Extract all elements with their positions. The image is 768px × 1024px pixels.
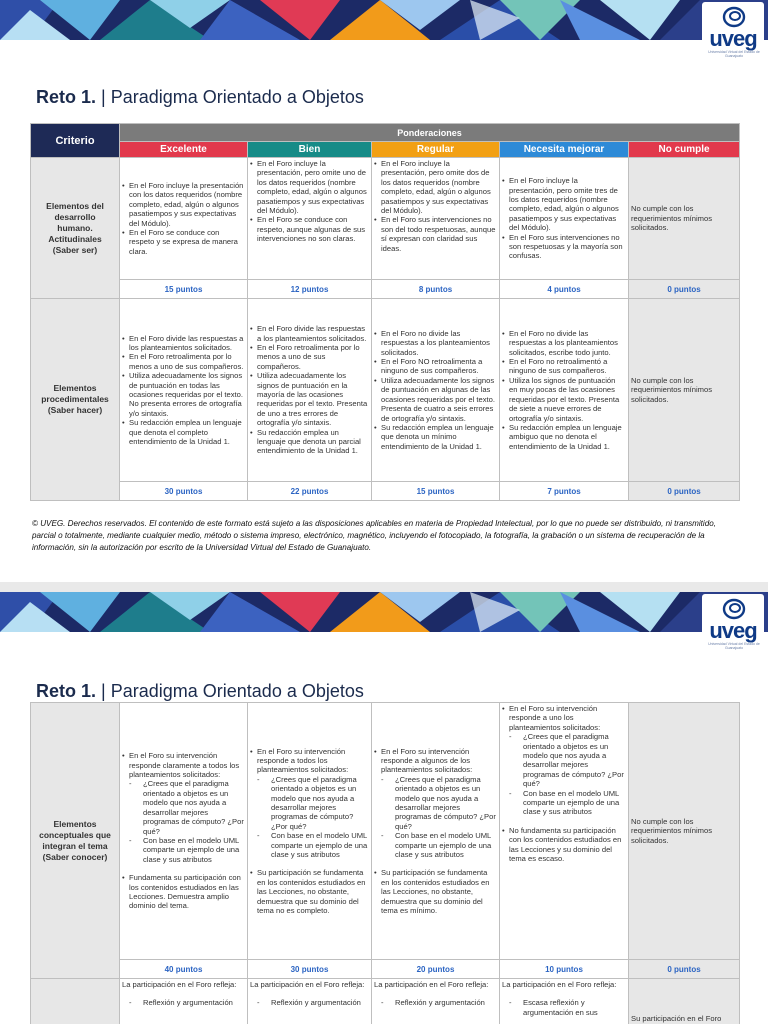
question-item: - Con base en el modelo UML comparte un ejemplo de una clase y sus atributos [122,836,244,864]
list-item: • En el Foro se conduce con respeto y se expresa de manera clara. [122,228,244,256]
list-item: • En el Foro no divide las respuestas a los planteamientos solicitados, escribe todo junto. [502,329,625,357]
logo-subtitle: Universidad Virtual del Estado de Guanajuato [708,50,760,58]
cell-text: Su participación en el Foro [631,1014,722,1023]
list-item: • En el Foro incluye la presentación con los datos requeridos (nombre completo, edad, algún o algunos pasatiempos y sus expectativas del Módulo). [122,181,244,228]
criterio-procedimentales: Elementos procedimentales (Saber hacer) [31,299,120,501]
cell-intro: La participación en el Foro refleja: [502,980,617,989]
question-item: - Con base en el modelo UML comparte un ejemplo de una clase y sus atributos [502,789,625,817]
list-item: • En el Foro retroalimenta por lo menos a uno de sus compañeros. [250,343,368,371]
list-item: • En el Foro divide las respuestas a los planteamientos solicitados. [122,334,244,353]
list-item: • En el Foro se conduce con respeto, aunque algunas de sus intervenciones no son claras. [250,215,368,243]
cell-regular [372,979,500,1024]
list-item: • En el Foro incluye la presentación, pero omite uno de los datos requeridos (nombre completo, edad, algún o algunos pasatiempos y sus expectativas del Módulo). [250,159,368,215]
logo-subtitle: Universidad Virtual del Estado de Guanajuato [708,642,760,650]
logo-wordmark: uveg [709,618,757,643]
cell-regular [372,158,500,280]
header-banner [0,592,768,632]
title-bold: Reto 1. [36,87,97,107]
list-item: • Su redacción emplea un lenguaje que denota un parcial entendimiento de la Unidad 1. [250,428,368,456]
list-item: • Utiliza adecuadamente los signos de puntuación en algunas de las ocasiones requeridas por el texto. Presenta de cuatro a seis errores de ortografía y/o sintaxis. [374,376,496,423]
list-item: • En el Foro divide las respuestas a los planteamientos solicitados. [250,324,368,343]
document-page-2 [0,592,768,1024]
list-item: • En el Foro no retroalimentó a ninguno de sus compañeros. [502,357,625,376]
list-item: - Reflexión y argumentación [374,998,496,1007]
list-item: • Su participación se fundamenta en los contenidos estudiados en las Lecciones, no obstante, demuestra que su dominio del tema es mínimo. [374,868,496,915]
level-necesita-mejorar: Necesita mejorar [500,142,629,158]
cell-intro: La participación en el Foro refleja: [122,980,237,989]
list-item: • En el Foro NO retroalimenta a ninguno de sus compañeros. [374,357,496,376]
cell-regular [372,299,500,482]
cell-necesita-mejorar [500,158,629,280]
list-item: • En el Foro sus intervenciones no son respetuosas y la mayoría son confusas. [502,233,625,261]
list-item: • Fundamenta su participación con los contenidos estudiados en las Lecciones. Demuestra amplio dominio del tema. [122,873,244,911]
cell-regular [372,703,500,960]
title-separator: | [101,681,106,701]
cell-no-cumple [629,979,740,1024]
question-item: - ¿Crees que el paradigma orientado a objetos es un modelo que nos ayuda a desarrollar mejores programas de cómputo? ¿Por qué? [502,732,625,788]
list-item: • En el Foro sus intervenciones no son del todo respetuosas, aunque sí expresan con claridad sus ideas. [374,215,496,253]
cell-no-cumple: No cumple con los requerimientos mínimos solicitados. [629,158,740,280]
list-item: • En el Foro su intervención responde a uno los planteamientos solicitados: [502,704,625,732]
points-bien: 22 puntos [248,482,372,501]
question-item: - Con base en el modelo UML comparte un ejemplo de una clase y sus atributos [250,831,368,859]
points-no-cumple: 0 puntos [629,960,740,979]
points-bien: 12 puntos [248,280,372,299]
cell-necesita-mejorar [500,299,629,482]
page-title [36,681,364,702]
list-item: • Su redacción emplea un lenguaje que denota un mínimo entendimiento de la Unidad 1. [374,423,496,451]
list-item: - Reflexión y argumentación [122,998,244,1007]
cell-excelente [120,299,248,482]
list-item: • Utiliza adecuadamente los signos de puntuación en todas las ocasiones requeridas por el texto. No presenta errores de ortografía y/o sintaxis. [122,371,244,418]
header-banner [0,0,768,40]
title-separator: | [101,87,106,107]
list-item: • En el Foro incluye la presentación, pero omite tres de los datos requeridos (nombre completo, edad, algún o algunos pasatiempos y sus expectativas del Módulo). [502,176,625,232]
title-text: Paradigma Orientado a Objetos [110,681,364,701]
list-item: • Utiliza los signos de puntuación en muy pocas de las ocasiones requeridas por el texto. Presenta de siete a nueve errores de ortografía y/o sintaxis. [502,376,625,423]
rubric-table-continued [30,702,740,1024]
level-no-cumple: No cumple [629,142,740,158]
cell-excelente [120,158,248,280]
list-item: • En el Foro su intervención responde a algunos de los planteamientos solicitados: [374,747,496,775]
cell-necesita-mejorar [500,979,629,1024]
list-item: • Su participación se fundamenta en los contenidos estudiados en las Lecciones, no obstante, demuestra que su dominio del tema no es completo. [250,868,368,915]
question-item: - ¿Crees que el paradigma orientado a objetos es un modelo que nos ayuda a desarrollar mejores programas de cómputo? ¿Por qué? [122,779,244,835]
list-item: • No fundamenta su participación con los contenidos estudiados en las Lecciones y su dominio del tema es escaso. [502,826,625,864]
points-no-cumple: 0 puntos [629,280,740,299]
uveg-swirl-icon [722,598,746,620]
list-item: • En el Foro no divide las respuestas a los planteamientos solicitados. [374,329,496,357]
cell-bien [248,703,372,960]
title-text: Paradigma Orientado a Objetos [110,87,364,107]
points-bien: 30 puntos [248,960,372,979]
cell-intro: La participación en el Foro refleja: [374,980,489,989]
logo-wordmark: uveg [709,26,757,51]
question-item: - Con base en el modelo UML comparte un ejemplo de una clase y sus atributos [374,831,496,859]
criterio-header: Criterio [31,124,120,158]
cell-no-cumple: No cumple con los requerimientos mínimos solicitados. [629,299,740,482]
cell-bien [248,979,372,1024]
list-item: • En el Foro incluye la presentación, pero omite dos de los datos requeridos (nombre completo, edad, algún o algunos pasatiempos y sus expectativas del Módulo). [374,159,496,215]
level-regular: Regular [372,142,500,158]
points-necesita-mejorar: 7 puntos [500,482,629,501]
uveg-swirl-icon [722,6,746,28]
criterio-conceptuales: Elementos conceptuales que integran el tema (Saber conocer) [31,703,120,979]
uveg-logo [702,2,764,58]
points-excelente: 15 puntos [120,280,248,299]
points-necesita-mejorar: 10 puntos [500,960,629,979]
title-bold: Reto 1. [36,681,97,701]
page-title [36,87,364,108]
cell-excelente [120,979,248,1024]
cell-bien [248,299,372,482]
list-item: - Reflexión y argumentación [250,998,368,1007]
cell-bien [248,158,372,280]
points-regular: 15 puntos [372,482,500,501]
list-item: - Escasa reflexión y argumentación en sus [502,998,625,1017]
criterio-actitudinales: Elementos del desarrollo humano. Actitudinales (Saber ser) [31,158,120,299]
list-item: • Utiliza adecuadamente los signos de puntuación en la mayoría de las ocasiones requeridas por el texto. Presenta de uno a tres errores de ortografía y/o sintaxis. [250,371,368,427]
question-item: - ¿Crees que el paradigma orientado a objetos es un modelo que nos ayuda a desarrollar mejores programas de cómputo? ¿Por qué? [250,775,368,831]
points-excelente: 30 puntos [120,482,248,501]
cell-no-cumple: No cumple con los requerimientos mínimos solicitados. [629,703,740,960]
copyright-notice: © UVEG. Derechos reservados. El contenido de este formato está sujeto a las disposiciones aplicables en materia de Propiedad Intelectual, por lo que no puede ser distribuido, ni transmitido, parcial o totalmente, mediante cualquier medio, método o sistema impreso, electrónico, magnético, incluyendo el fotocopiado, la fotografía, la grabación o un sistema de recuperación de la información, sin la autorización por escrito de la Universidad Virtual del Estado de Guanajuato. [32,519,716,552]
points-no-cumple: 0 puntos [629,482,740,501]
list-item: • En el Foro su intervención responde claramente a todos los planteamientos solicitados: [122,751,244,779]
list-item: • En el Foro retroalimenta por lo menos a uno de sus compañeros. [122,352,244,371]
points-regular: 20 puntos [372,960,500,979]
ponderaciones-header: Ponderaciones [120,124,740,142]
cell-necesita-mejorar [500,703,629,960]
cell-excelente [120,703,248,960]
cell-intro: La participación en el Foro refleja: [250,980,365,989]
points-regular: 8 puntos [372,280,500,299]
list-item: • En el Foro su intervención responde a todos los planteamientos solicitados: [250,747,368,775]
points-excelente: 40 puntos [120,960,248,979]
level-excelente: Excelente [120,142,248,158]
list-item: • Su redacción emplea un lenguaje que denota el completo entendimiento de la Unidad 1. [122,418,244,446]
question-item: - ¿Crees que el paradigma orientado a objetos es un modelo que nos ayuda a desarrollar mejores programas de cómputo? ¿Por qué? [374,775,496,831]
criterio-next [31,979,120,1024]
list-item: • Su redacción emplea un lenguaje ambiguo que no denota el entendimiento de la Unidad 1. [502,423,625,451]
uveg-logo [702,594,764,650]
points-necesita-mejorar: 4 puntos [500,280,629,299]
level-bien: Bien [248,142,372,158]
rubric-table [30,123,740,501]
